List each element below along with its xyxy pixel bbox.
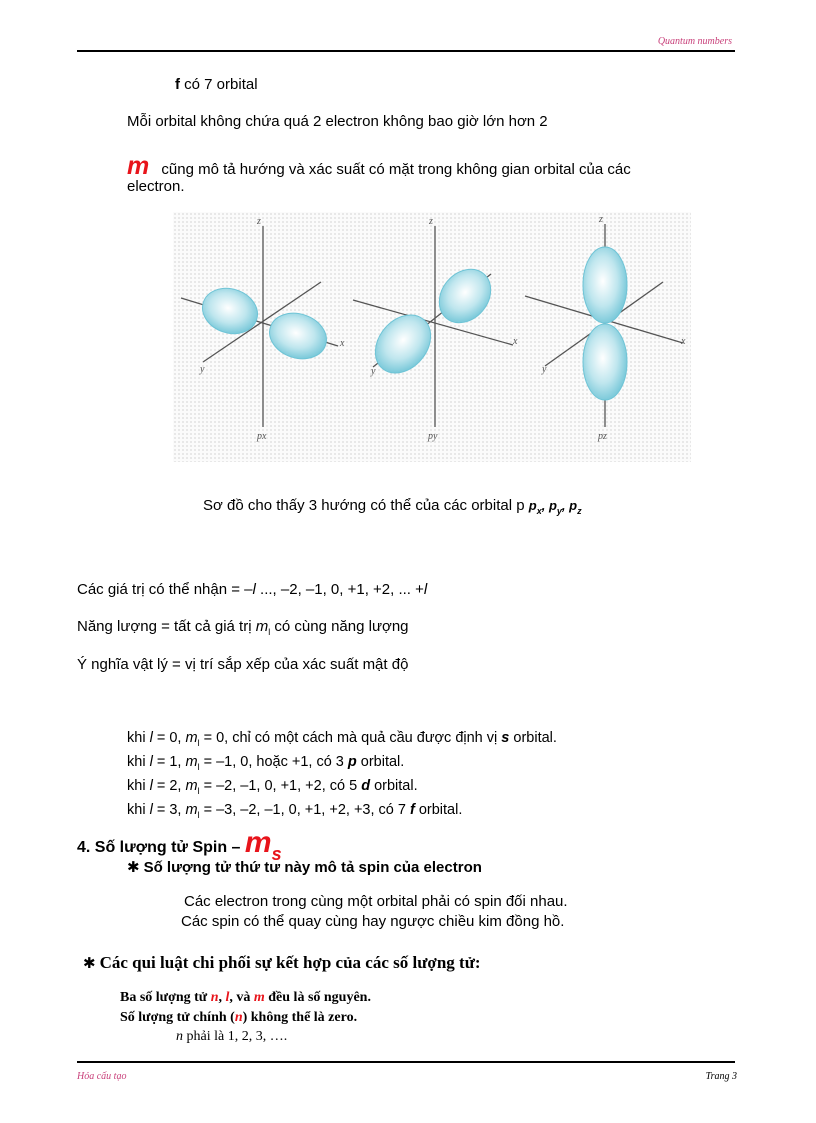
spin-line-2: Các spin có thể quay cùng hay ngược chiều kim đồng hồ. bbox=[181, 913, 565, 930]
py-label: py bbox=[428, 431, 438, 442]
py-panel bbox=[353, 216, 518, 442]
m-description: m cũng mô tả hướng và xác suất có mặt trong không gian orbital của các bbox=[127, 152, 631, 180]
ms-symbol: $m_s$ bbox=[244, 826, 282, 864]
pz-label: pz bbox=[598, 431, 607, 442]
px-axis-z: z bbox=[257, 216, 261, 227]
header-rule bbox=[77, 50, 735, 52]
py-axis-z: z bbox=[429, 216, 433, 227]
py-axis-x: x bbox=[513, 336, 518, 347]
px-axis-x: x bbox=[340, 338, 345, 349]
rule-integers: Ba số lượng tử n, l, và m đều là số nguyên. bbox=[120, 990, 371, 1005]
spin-heading: 4. Số lượng tử Spin – $m_s$ bbox=[77, 826, 282, 864]
list-item: khi l = 0, $m_l = 0$, chỉ có một cách mà quả cầu được định vị s orbital. bbox=[127, 730, 557, 748]
list-item: khi l = 1, $m_l = -1$, 0, hoặc +1, có 3 p orbital. bbox=[127, 753, 405, 772]
rule-n-not-zero: Số lượng tử chính (n) không thể là zero. bbox=[120, 1010, 358, 1025]
physical-meaning-line: Ý nghĩa vật lý = vị trí sắp xếp của xác suất mật độ bbox=[77, 656, 409, 673]
f-orbital-line: f có 7 orbital bbox=[175, 76, 258, 93]
px-axis-y: y bbox=[200, 364, 205, 375]
px-lobe-right bbox=[264, 306, 333, 366]
footer-rule bbox=[77, 1061, 735, 1063]
pz-axis-x: x bbox=[681, 336, 686, 347]
star-bullet-icon: ✱ bbox=[127, 859, 140, 876]
py-lobe-back bbox=[429, 259, 502, 333]
px-lobe-left bbox=[197, 281, 264, 340]
list-item: khi l = 2, $m_l = -2$, –1, 0, +1, +2, có 5 d orbital. bbox=[127, 777, 418, 796]
pz-panel bbox=[525, 214, 686, 442]
pz-lobe-bottom bbox=[583, 324, 627, 400]
pz-axis-z: z bbox=[599, 214, 603, 225]
py-axis-y: y bbox=[371, 366, 376, 377]
pz-lobe-top bbox=[583, 247, 627, 323]
spin-subheading: ✱ Số lượng tử thứ tư này mô tả spin của electron bbox=[127, 859, 482, 876]
pz-axis-y: y bbox=[542, 364, 547, 375]
m-description-cont: electron. bbox=[127, 178, 185, 195]
m-symbol: m bbox=[127, 152, 150, 180]
px-label: px bbox=[257, 431, 267, 442]
energy-line: Năng lượng = tất cả giá trị $m_l$ có cùng năng lượng bbox=[77, 618, 409, 637]
star-bullet-icon: ✱ bbox=[83, 956, 96, 972]
figure-caption: Sơ đồ cho thấy 3 hướng có thể của các orbital p $p_x$, $p_y$, $p_z$ bbox=[203, 497, 582, 516]
list-item: khi l = 3, $m_l = -3$, –2, –1, 0, +1, +2, +3, có 7 f orbital. bbox=[127, 801, 463, 820]
footer-left: Hóa cấu tạo bbox=[77, 1071, 127, 1082]
possible-values-line: Các giá trị có thể nhận = –l ..., –2, –1, 0, +1, +2, ... +l bbox=[77, 581, 428, 598]
rule-n-values: n phải là 1, 2, 3, …. bbox=[176, 1029, 288, 1044]
p-orbital-figure bbox=[173, 212, 691, 462]
spin-line-1: Các electron trong cùng một orbital phải có spin đối nhau. bbox=[184, 893, 568, 910]
py-lobe-front bbox=[364, 304, 442, 384]
page-number: Trang 3 bbox=[705, 1071, 737, 1082]
max-electrons-line: Mỗi orbital không chứa quá 2 electron không bao giờ lớn hơn 2 bbox=[127, 113, 548, 130]
rules-heading: ✱ Các qui luật chi phối sự kết hợp của các số lượng tử: bbox=[83, 953, 481, 972]
px-panel bbox=[181, 216, 345, 442]
p-orbitals-diagram bbox=[173, 212, 691, 462]
cases-list bbox=[127, 729, 557, 825]
header-title: Quantum numbers bbox=[657, 36, 732, 47]
